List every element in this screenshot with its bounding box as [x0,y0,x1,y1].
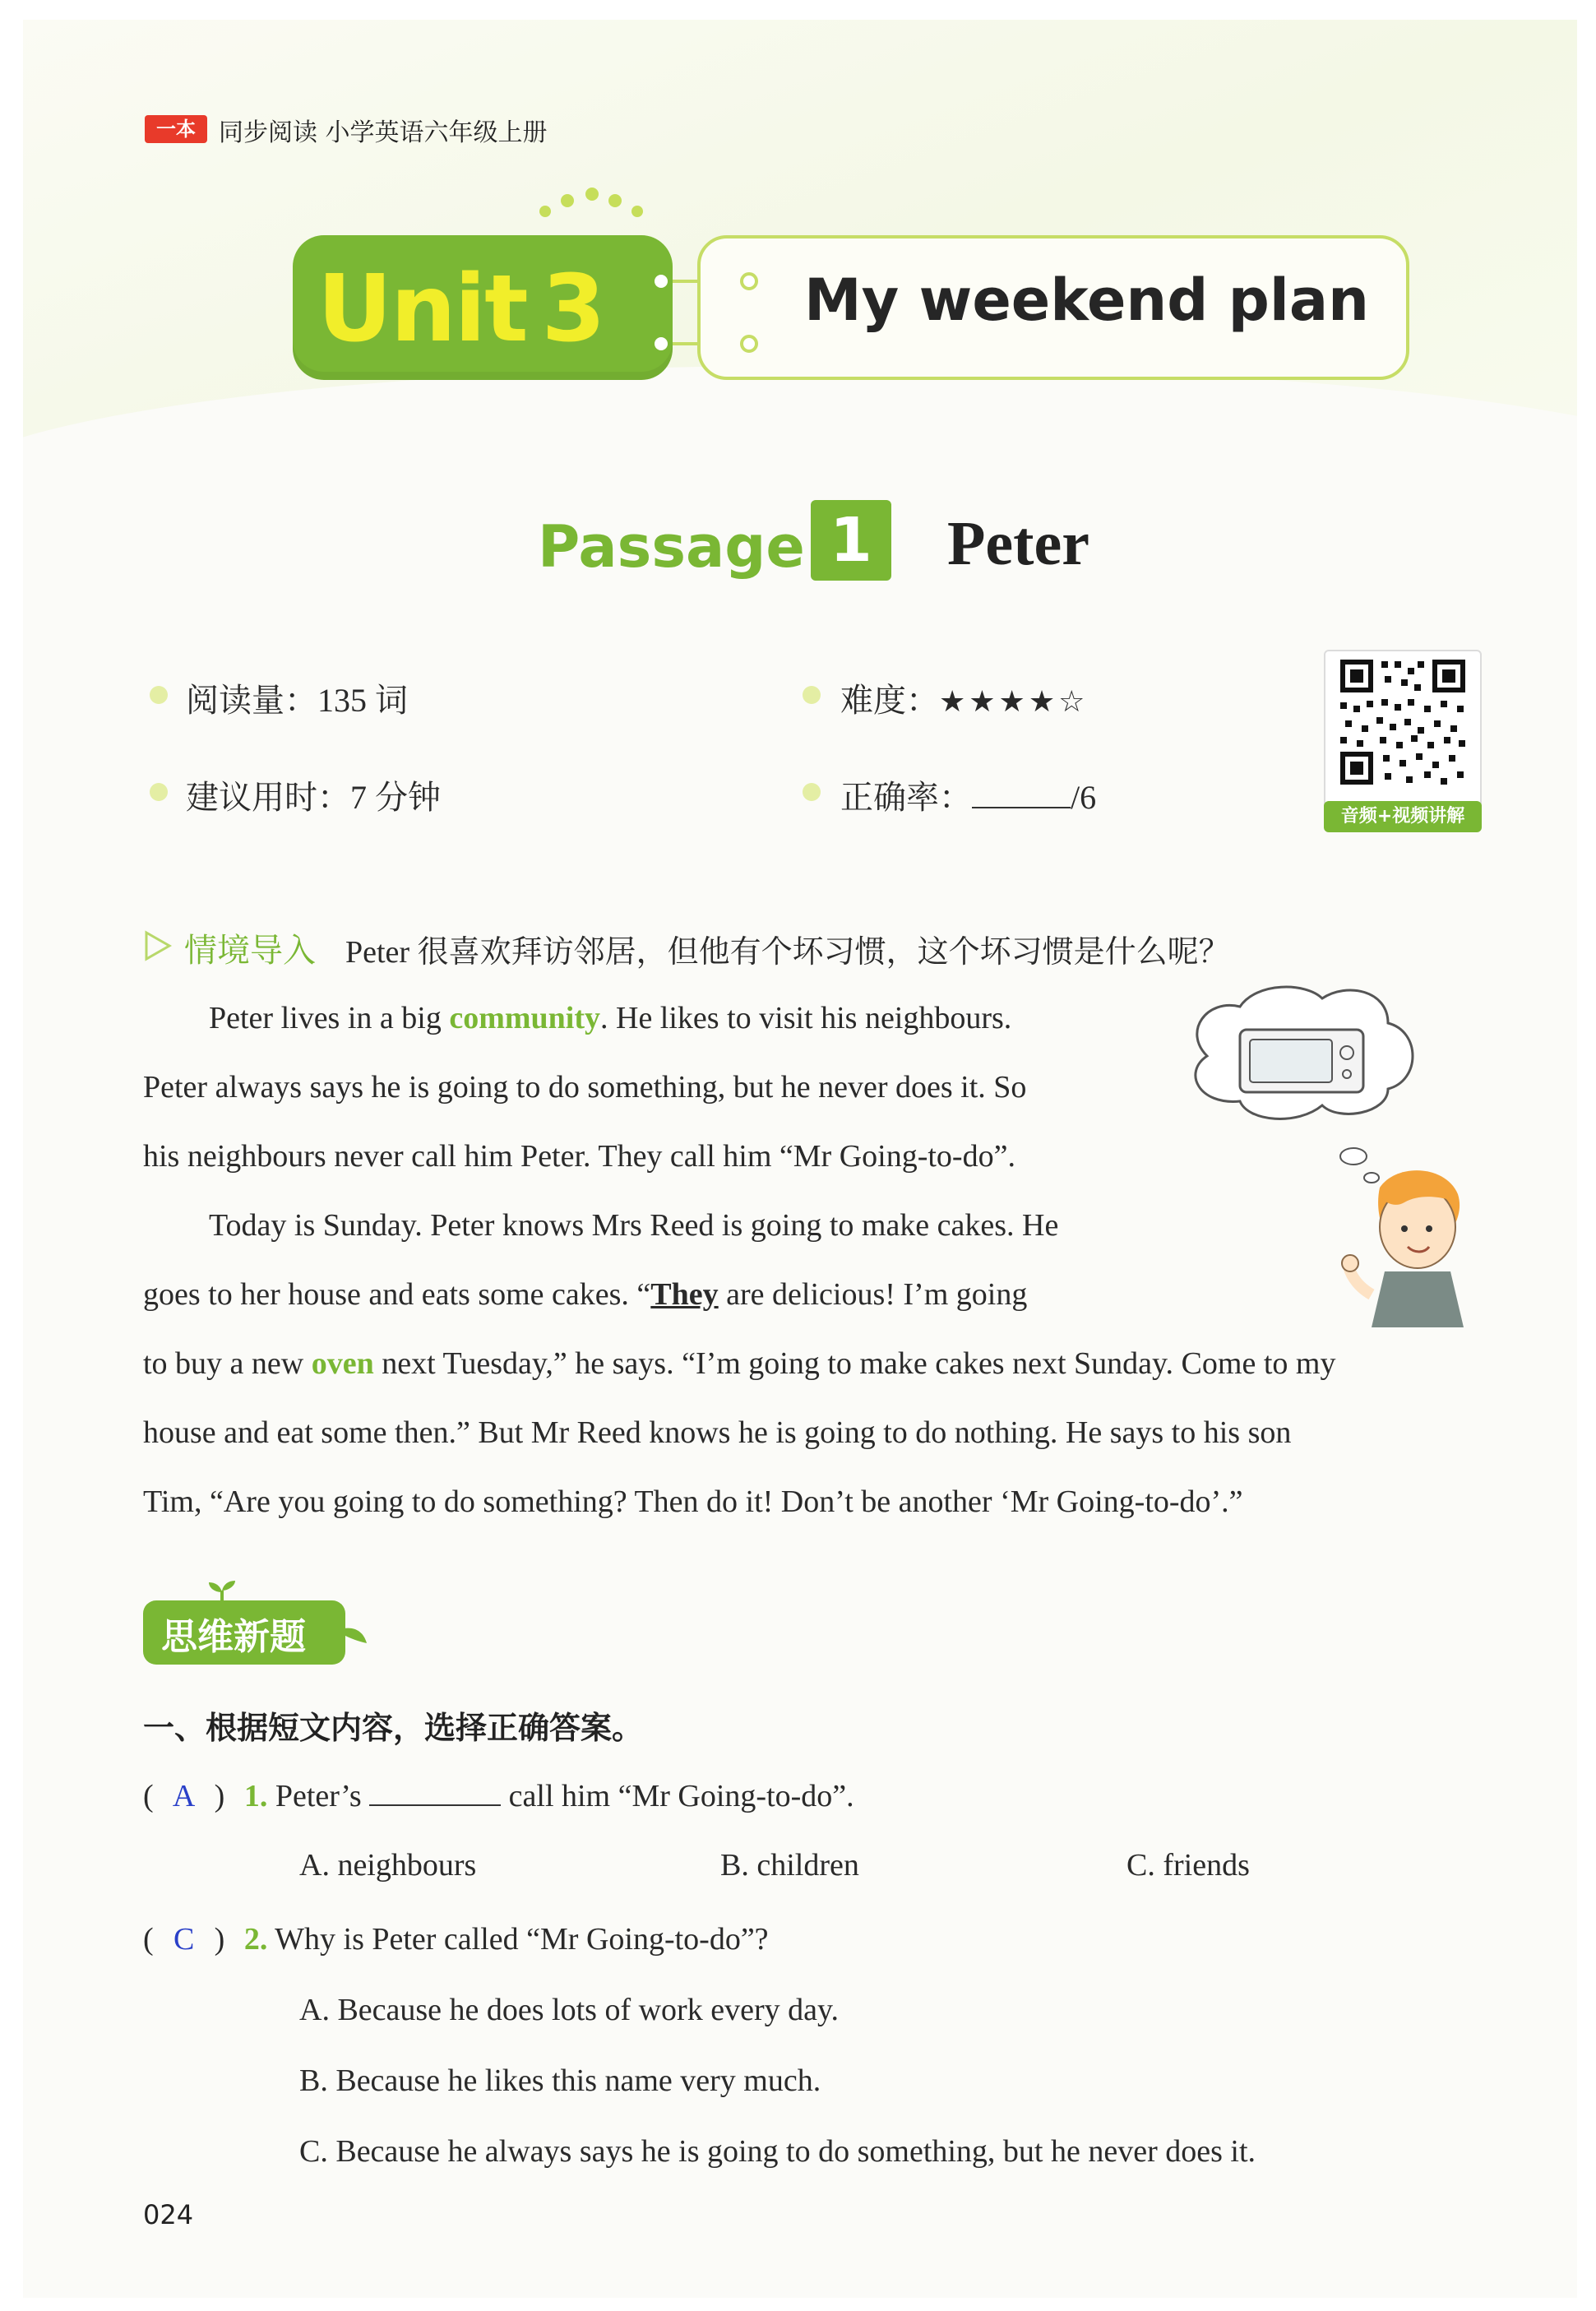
suggested-time: 建议用时：7 分钟 [186,779,441,816]
passage-line [209,1000,1011,1036]
unit-word: Unit [317,256,527,363]
passage-line: house and eat some then.” But Mr Reed knows he is going to do nothing. He says to his son [143,1415,1292,1450]
publisher-logo: 一本 [145,115,207,143]
connector-dot [740,272,758,290]
boy-thinking-illustration [1174,982,1487,1336]
difficulty-label: 难度： [840,682,939,719]
option-a: A. Because he does lots of work every day. [299,1993,840,2027]
vocab-oven: oven [311,1346,374,1381]
difficulty-stars: ★★★★☆ [939,685,1089,719]
passage-number: 1 [811,500,891,581]
option-c: C. friends [1126,1848,1250,1883]
paren-open: ( [143,1922,154,1957]
bullet-icon [803,783,821,801]
unit-number: 3 [541,256,604,363]
text-span: goes to her house and eats some cakes. “ [143,1277,651,1312]
connector-dot [740,335,758,353]
page-number: 024 [143,2199,194,2230]
decoration-dot [561,194,574,207]
question-stem: call him “Mr Going-to-do”. [501,1779,854,1813]
answer-blank[interactable] [369,1803,501,1806]
unit-title: My weekend plan [804,266,1369,334]
question-stem: Peter’s [275,1779,370,1813]
answer-2[interactable]: C [173,1922,195,1957]
paren-open: ( [143,1779,154,1813]
text-span: next Tuesday,” he says. “I’m going to make cakes next Sunday. Come to my [373,1346,1336,1381]
question-number: 2. [243,1922,268,1957]
bullet-icon [150,686,168,704]
question-1 [143,1778,854,1814]
paren-close: ) [214,1779,225,1813]
bullet-icon [150,783,168,801]
option-b: B. children [720,1848,859,1883]
intro-text: Peter 很喜欢拜访邻居，但他有个坏习惯，这个坏习惯是什么呢？ [345,935,1230,970]
passage-label: Passage [538,513,805,581]
book-title: 同步阅读 小学英语六年级上册 [219,118,548,147]
option-c: C. Because he always says he is going to do something, but he never does it. [299,2134,1256,2169]
answer-1[interactable]: A [172,1779,196,1813]
vocab-community: community [449,1001,600,1035]
leaf-tail-icon [344,1623,368,1648]
decoration-dot [631,206,643,217]
play-triangle-icon [143,929,173,962]
passage-line: his neighbours never call him Peter. They call him “Mr Going-to-do”. [143,1139,1015,1174]
accuracy-suffix: /6 [1071,779,1097,816]
text-span: Peter lives in a big [209,1001,450,1035]
unit-dot [655,337,668,350]
passage-line [143,1345,1335,1382]
question-stem: Why is Peter called “Mr Going-to-do”? [275,1922,769,1957]
passage-line: Peter always says he is going to do something, but he never does it. So [143,1070,1027,1105]
unit-dot [655,275,668,288]
section-badge-text: 思维新题 [161,1616,306,1658]
unit-label [317,256,604,363]
option-b: B. Because he likes this name very much. [299,2063,821,2098]
bullet-icon [803,686,821,704]
page [23,20,1577,2298]
qr-code[interactable] [1324,650,1482,816]
underlined-they: They [650,1277,719,1312]
accuracy [840,771,1096,818]
word-count: 阅读量：135 词 [186,682,408,719]
text-span: . He likes to visit his neighbours. [600,1001,1012,1035]
passage-title: Peter [947,509,1089,578]
accuracy-label: 正确率： [840,779,972,816]
passage-line: Today is Sunday. Peter knows Mrs Reed is going to make cakes. He [209,1208,1059,1243]
qr-caption: 音频+视频讲解 [1324,801,1482,832]
accuracy-blank[interactable] [972,805,1071,808]
question-number: 1. [243,1779,268,1813]
difficulty [840,674,1088,721]
question-2 [143,1921,769,1957]
text-span: to buy a new [143,1346,312,1381]
passage-line: Tim, “Are you going to do something? Then do it! Don’t be another ‘Mr Going-to-do’.” [143,1484,1243,1519]
passage-line [143,1276,1027,1313]
section-title: 一、根据短文内容，选择正确答案。 [143,1710,644,1746]
option-a: A. neighbours [299,1848,477,1883]
intro-label: 情境导入 [184,932,316,970]
decoration-dot [585,188,599,201]
qr-code-icon [1325,651,1480,799]
paren-close: ) [214,1922,225,1957]
text-span: are delicious! I’m going [718,1277,1028,1312]
decoration-dot [539,206,551,217]
sprout-icon [206,1581,238,1604]
decoration-dot [608,194,622,207]
